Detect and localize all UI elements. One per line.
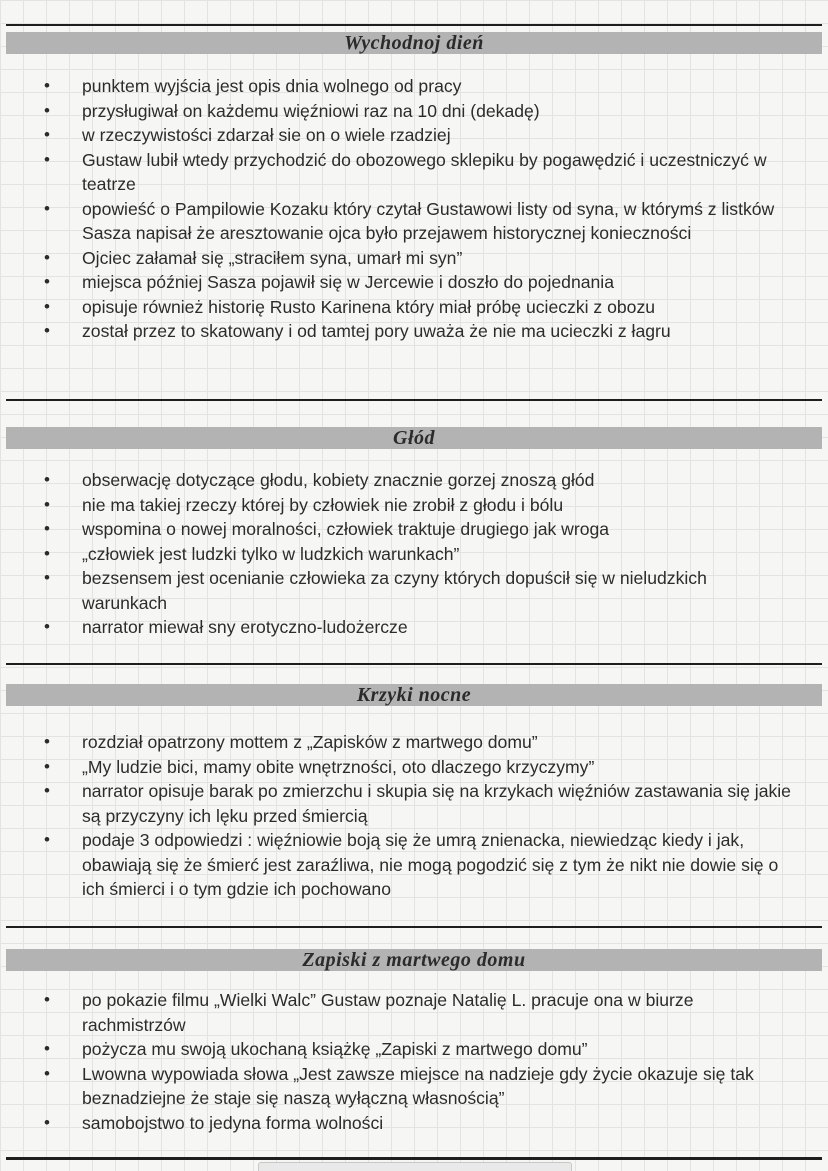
- item-text: pożycza mu swoją ukochaną książkę „Zapiski z martwego domu”: [82, 1039, 588, 1059]
- list-item: [6, 1037, 822, 1062]
- list-item: [6, 74, 822, 99]
- list-item: [6, 542, 822, 567]
- bullet-icon: •: [44, 321, 50, 340]
- section-divider: [6, 926, 822, 928]
- item-text: „My ludzie bici, mamy obite wnętrzności, oto dlaczego krzyczymy”: [82, 756, 595, 777]
- bullet-icon: •: [44, 568, 50, 587]
- bullet-icon: •: [44, 519, 50, 538]
- item-text: przysługiwał on każdemu więźniowi raz na 10 dni (dekadę): [82, 100, 540, 121]
- bullet-icon: •: [44, 100, 50, 120]
- list-item: [6, 148, 822, 197]
- item-text: Lwowna wypowiada słowa „Jest zawsze miejsce na nadzieje gdy życie okazuje się tak beznadziejne że staje się naszą wyłączną własnością”: [82, 1063, 754, 1108]
- list-item: [6, 197, 822, 246]
- list-item: [6, 566, 822, 615]
- bullet-icon: •: [44, 296, 50, 316]
- item-text: bezsensem jest ocenianie człowieka za czyny których dopuścił się w nieludzkich warunkach: [82, 568, 707, 613]
- item-text: narrator opisuje barak po zmierzchu i skupia się na krzykach więźniów zastawania się jakie są przyczyny ich lęku przed śmiercią: [82, 781, 791, 826]
- item-text: został przez to skatowany i od tamtej pory uważa że nie ma ucieczki z łagru: [82, 321, 671, 341]
- bullet-icon: •: [44, 272, 50, 291]
- list-item: [6, 615, 822, 640]
- item-text: nie ma takiej rzeczy której by człowiek nie zrobił z głodu i bólu: [82, 494, 564, 515]
- item-text: rozdział opatrzony mottem z „Zapisków z martwego domu”: [82, 732, 538, 752]
- bullet-icon: •: [44, 990, 50, 1009]
- section-krzyki-nocne: [6, 663, 822, 926]
- bullet-icon: •: [44, 470, 50, 489]
- bullet-list: [6, 468, 822, 640]
- item-text: samobojstwo to jedyna forma wolności: [82, 1112, 384, 1133]
- section-divider: [6, 663, 822, 665]
- item-text: Gustaw lubił wtedy przychodzić do obozowego sklepiku by pogawędzić i uczestniczyć w teatrze: [82, 149, 767, 194]
- list-item: [6, 270, 822, 295]
- bullet-list: [6, 730, 822, 902]
- section-wychodnoj-dzien: [6, 24, 822, 399]
- bullet-icon: •: [44, 756, 50, 776]
- bullet-icon: •: [44, 830, 50, 849]
- list-item: [6, 99, 822, 124]
- bullet-icon: •: [44, 76, 50, 95]
- section-header: [6, 427, 822, 449]
- item-text: w rzeczywistości zdarzał sie on o wiele rzadziej: [82, 125, 451, 145]
- item-text: opisuje również historię Rusto Karinena który miał próbę ucieczki z obozu: [82, 296, 656, 317]
- bullet-icon: •: [44, 149, 50, 169]
- bullet-icon: •: [44, 617, 50, 636]
- bullet-icon: •: [44, 1039, 50, 1058]
- list-item: [6, 468, 822, 493]
- section-header: [6, 949, 822, 971]
- bullet-icon: •: [44, 494, 50, 514]
- item-text: miejsca później Sasza pojawił się w Jercewie i doszło do pojednania: [82, 272, 615, 292]
- section-title: Krzyki nocne: [356, 684, 472, 706]
- item-text: Ojciec załamał się „straciłem syna, umarł mi syn”: [82, 247, 463, 268]
- item-text: punktem wyjścia jest opis dnia wolnego od pracy: [82, 76, 462, 96]
- bullet-icon: •: [44, 781, 50, 800]
- list-item: [6, 295, 822, 320]
- bullet-icon: •: [44, 198, 50, 218]
- list-item: [6, 123, 822, 148]
- bullet-list: [6, 988, 822, 1135]
- section-title: Wychodnoj dień: [344, 32, 484, 54]
- list-item: [6, 1111, 822, 1136]
- bullet-icon: •: [44, 543, 50, 563]
- section-title: Zapiski z martwego domu: [302, 949, 526, 971]
- list-item: [6, 988, 822, 1037]
- list-item: [6, 755, 822, 780]
- list-item: [6, 1062, 822, 1111]
- item-text: podaje 3 odpowiedzi : więźniowie boją się że umrą znienacka, niewiedząc kiedy i jak, obawiają się że śmierć jest zaraźliwa, nie mogą pogodzić się z tym że nikt nie dowie się o ich śmierci i o tym gdzie ich pochowano: [82, 830, 779, 899]
- list-item: [6, 246, 822, 271]
- bullet-icon: •: [44, 1063, 50, 1083]
- section-header: [6, 32, 822, 54]
- list-item: [6, 493, 822, 518]
- bullet-icon: •: [44, 125, 50, 144]
- item-text: „człowiek jest ludzki tylko w ludzkich warunkach”: [82, 543, 460, 564]
- item-text: opowieść o Pampilowie Kozaku który czytał Gustawowi listy od syna, w którymś z listków Sasza napisał że aresztowanie ojca było przejawem historycznej konieczności: [82, 198, 775, 243]
- item-text: wspomina o nowej moralności, człowiek traktuje drugiego jak wroga: [82, 519, 610, 539]
- section-divider: [6, 24, 822, 26]
- list-item: [6, 319, 822, 344]
- list-item: [6, 517, 822, 542]
- item-text: narrator miewał sny erotyczno-ludożercze: [82, 617, 408, 637]
- section-divider: [6, 399, 822, 401]
- section-header: [6, 684, 822, 706]
- list-item: [6, 779, 822, 828]
- section-glod: [6, 399, 822, 664]
- bullet-icon: •: [44, 732, 50, 751]
- item-text: po pokazie filmu „Wielki Walc” Gustaw poznaje Natalię L. pracuje ona w biurze rachmistrzów: [82, 990, 694, 1035]
- item-text: obserwację dotyczące głodu, kobiety znacznie gorzej znoszą głód: [82, 470, 595, 490]
- bullet-list: [6, 74, 822, 344]
- list-item: [6, 730, 822, 755]
- section-title: Głód: [393, 427, 435, 449]
- bullet-icon: •: [44, 1112, 50, 1132]
- page-bottom-divider: [6, 1157, 822, 1160]
- list-item: [6, 828, 822, 902]
- section-zapiski-z-martwego-domu: [6, 926, 822, 1157]
- page-bottom-tab: [258, 1162, 572, 1171]
- bullet-icon: •: [44, 247, 50, 267]
